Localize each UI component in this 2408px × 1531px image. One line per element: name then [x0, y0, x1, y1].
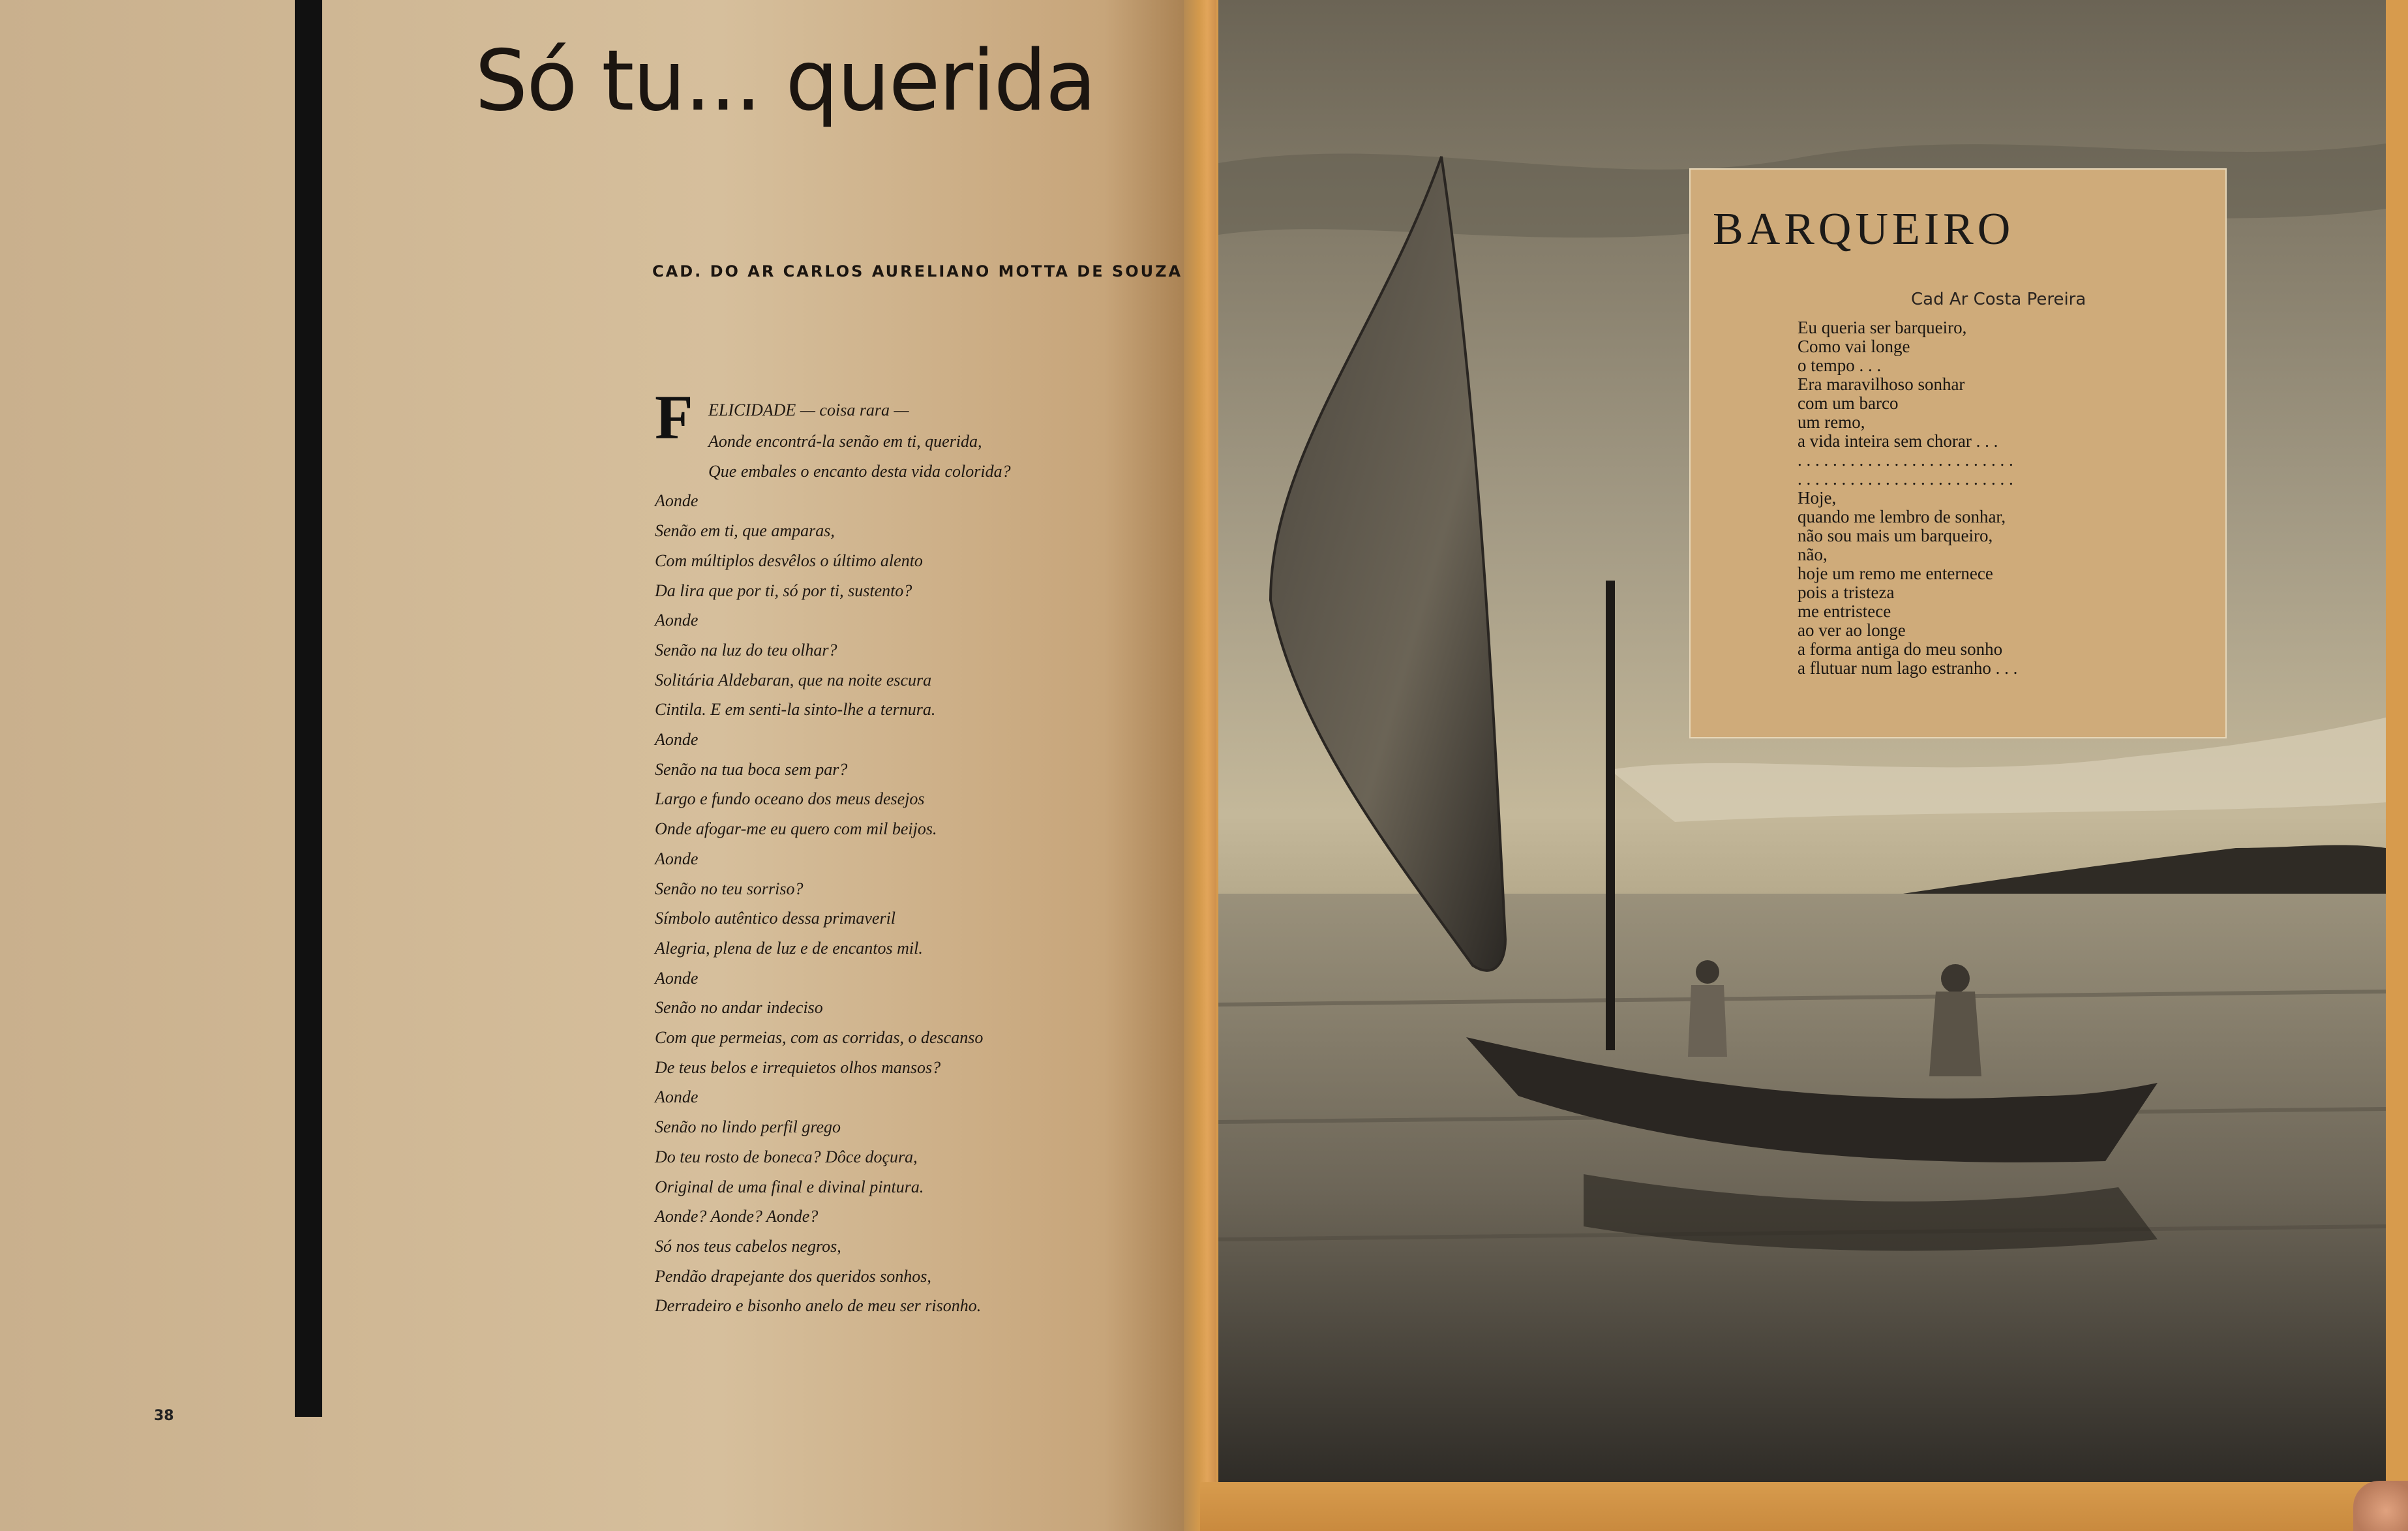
poem-line: Com que permeias, com as corridas, o descanso — [655, 1028, 984, 1047]
poem-line: Que embales o encanto desta vida colorida? — [708, 461, 1011, 481]
poem-line: Aonde — [655, 849, 699, 868]
poem-line: Alegria, plena de luz e de encantos mil. — [655, 938, 923, 958]
poem-line: ELICIDADE — coisa rara — — [708, 401, 909, 419]
poem-line: Símbolo autêntico dessa primaveril — [655, 909, 896, 928]
inset-title: BARQUEIRO — [1713, 204, 2015, 254]
mast — [1606, 581, 1615, 1050]
inset-poem-line: Eu queria ser barqueiro, — [1798, 318, 1967, 337]
inset-poem-line: hoje um remo me enternece — [1798, 564, 1993, 583]
poem-line: Senão em ti, que amparas, — [655, 521, 835, 541]
poem-line: Da lira que por ti, só por ti, sustento? — [655, 581, 912, 600]
poem-line: Pendão drapejante dos queridos sonhos, — [655, 1266, 931, 1286]
inset-poem-line: não sou mais um barqueiro, — [1798, 526, 1993, 545]
inset-poem-line: Era maravilhoso sonhar — [1798, 374, 1965, 394]
poem-line: Só nos teus cabelos negros, — [655, 1236, 841, 1256]
poem-line: Aonde — [655, 491, 699, 511]
poem-line: Aonde — [655, 1087, 699, 1107]
poem-line: De teus belos e irrequietos olhos mansos? — [655, 1057, 941, 1077]
poem-line: Com múltiplos desvêlos o último alento — [655, 551, 923, 570]
drop-cap: F — [655, 382, 693, 452]
inset-poem-line: Hoje, — [1798, 488, 1837, 508]
thumb — [2353, 1481, 2408, 1531]
boatman-figure — [1941, 964, 1970, 993]
poem-line: Onde afogar-me eu quero com mil beijos. — [655, 819, 937, 839]
inset-poem-line: me entristece — [1798, 601, 1891, 621]
poem-line: Aonde — [655, 730, 699, 749]
inset-poem-line: não, — [1798, 545, 1828, 564]
vertical-rule — [295, 0, 322, 1417]
inset-poem-line: . . . . . . . . . . . . . . . . . . . . . . . . . — [1798, 469, 2013, 489]
left-page — [0, 0, 1200, 1531]
poem-line: Largo e fundo oceano dos meus desejos — [655, 789, 925, 809]
poem-line: Senão no lindo perfil grego — [655, 1117, 841, 1137]
poem-line: Solitária Aldebaran, que na noite escura — [655, 670, 932, 690]
poem-line: Aonde — [655, 611, 699, 630]
poem-title: Só tu... querida — [475, 33, 1096, 130]
poem-line: Senão na tua boca sem par? — [655, 759, 848, 779]
poem-line: Senão na luz do teu olhar? — [655, 640, 837, 659]
inset-poem-line: a flutuar num lago estranho . . . — [1798, 658, 2018, 678]
inset-poem-line: Como vai longe — [1798, 337, 1910, 356]
poem-author: CAD. DO AR CARLOS AURELIANO MOTTA DE SOUZA — [652, 262, 1183, 280]
inset-poem-line: . . . . . . . . . . . . . . . . . . . . . . . . . — [1798, 450, 2013, 470]
poem-line: Aonde encontrá-la senão em ti, querida, — [708, 432, 982, 451]
inset-author: Cad Ar Costa Pereira — [1911, 290, 2086, 309]
page-edge — [1200, 1482, 2408, 1531]
inset-poem-line: ao ver ao longe — [1798, 620, 1906, 640]
poem-line: Aonde? Aonde? Aonde? — [655, 1207, 819, 1226]
poem-line: Senão no teu sorriso? — [655, 879, 804, 898]
poem-line: Cintila. E em senti-la sinto-lhe a ternura. — [655, 700, 936, 720]
inset-poem-line: com um barco — [1798, 393, 1899, 413]
poem-line: Do teu rosto de boneca? Dôce doçura, — [655, 1147, 918, 1166]
water — [1218, 894, 2386, 1482]
inset-poem-line: quando me lembro de sonhar, — [1798, 507, 2006, 526]
page-number: 38 — [154, 1408, 174, 1424]
poem-line: Original de uma final e divinal pintura. — [655, 1177, 924, 1196]
inset-poem-line: pois a tristeza — [1798, 583, 1895, 602]
poem-line: Senão no andar indeciso — [655, 998, 823, 1018]
passenger-figure — [1696, 960, 1719, 984]
poem-line: Derradeiro e bisonho anelo de meu ser risonho. — [655, 1296, 982, 1316]
inset-poem-line: um remo, — [1798, 412, 1865, 432]
inset-poem-line: a forma antiga do meu sonho — [1798, 639, 2003, 659]
inset-poem-line: a vida inteira sem chorar . . . — [1798, 431, 1998, 451]
inset-poem-line: o tempo . . . — [1798, 356, 1882, 375]
poem-line: Aonde — [655, 968, 699, 988]
